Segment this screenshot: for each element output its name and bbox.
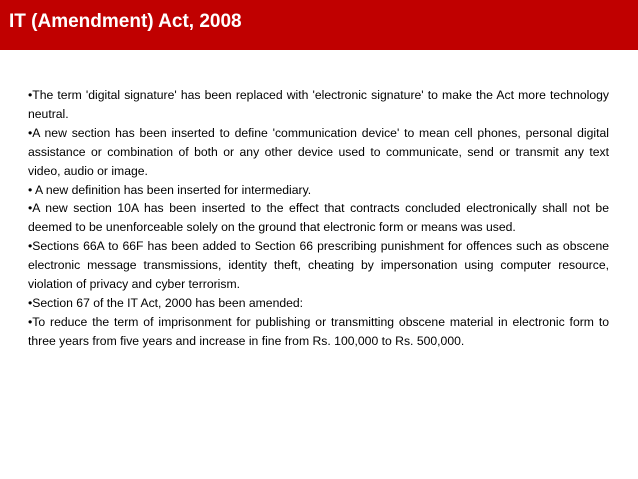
- slide-title: IT (Amendment) Act, 2008: [9, 11, 242, 32]
- bullet-list: [28, 86, 609, 351]
- bullet-item: •To reduce the term of imprisonment for publishing or transmitting obscene material in electronic form to three years from five years and increase in fine from Rs. 100,000 to Rs. 500,000.: [28, 314, 609, 348]
- bullet-item: • A new definition has been inserted for intermediary.: [28, 182, 312, 197]
- bullet-item: •Sections 66A to 66F has been added to Section 66 prescribing punishment for offences such as obscene electronic message transmissions, identity theft, cheating by impersonation using computer resource, violation of privacy and cyber terrorism.: [28, 239, 609, 292]
- bullet-item: •A new section has been inserted to define 'communication device' to mean cell phones, personal digital assistance or combination of both or any other device used to communicate, send or transmit any text video, audio or image.: [28, 125, 609, 178]
- bullet-item: •Section 67 of the IT Act, 2000 has been amended:: [28, 295, 304, 310]
- bullet-item: •A new section 10A has been inserted to the effect that contracts concluded electronically shall not be deemed to be unenforceable solely on the ground that electronic form or means was used.: [28, 201, 609, 235]
- bullet-item: •The term 'digital signature' has been replaced with 'electronic signature' to make the Act more technology neutral.: [28, 88, 609, 121]
- title-bar: [0, 0, 638, 50]
